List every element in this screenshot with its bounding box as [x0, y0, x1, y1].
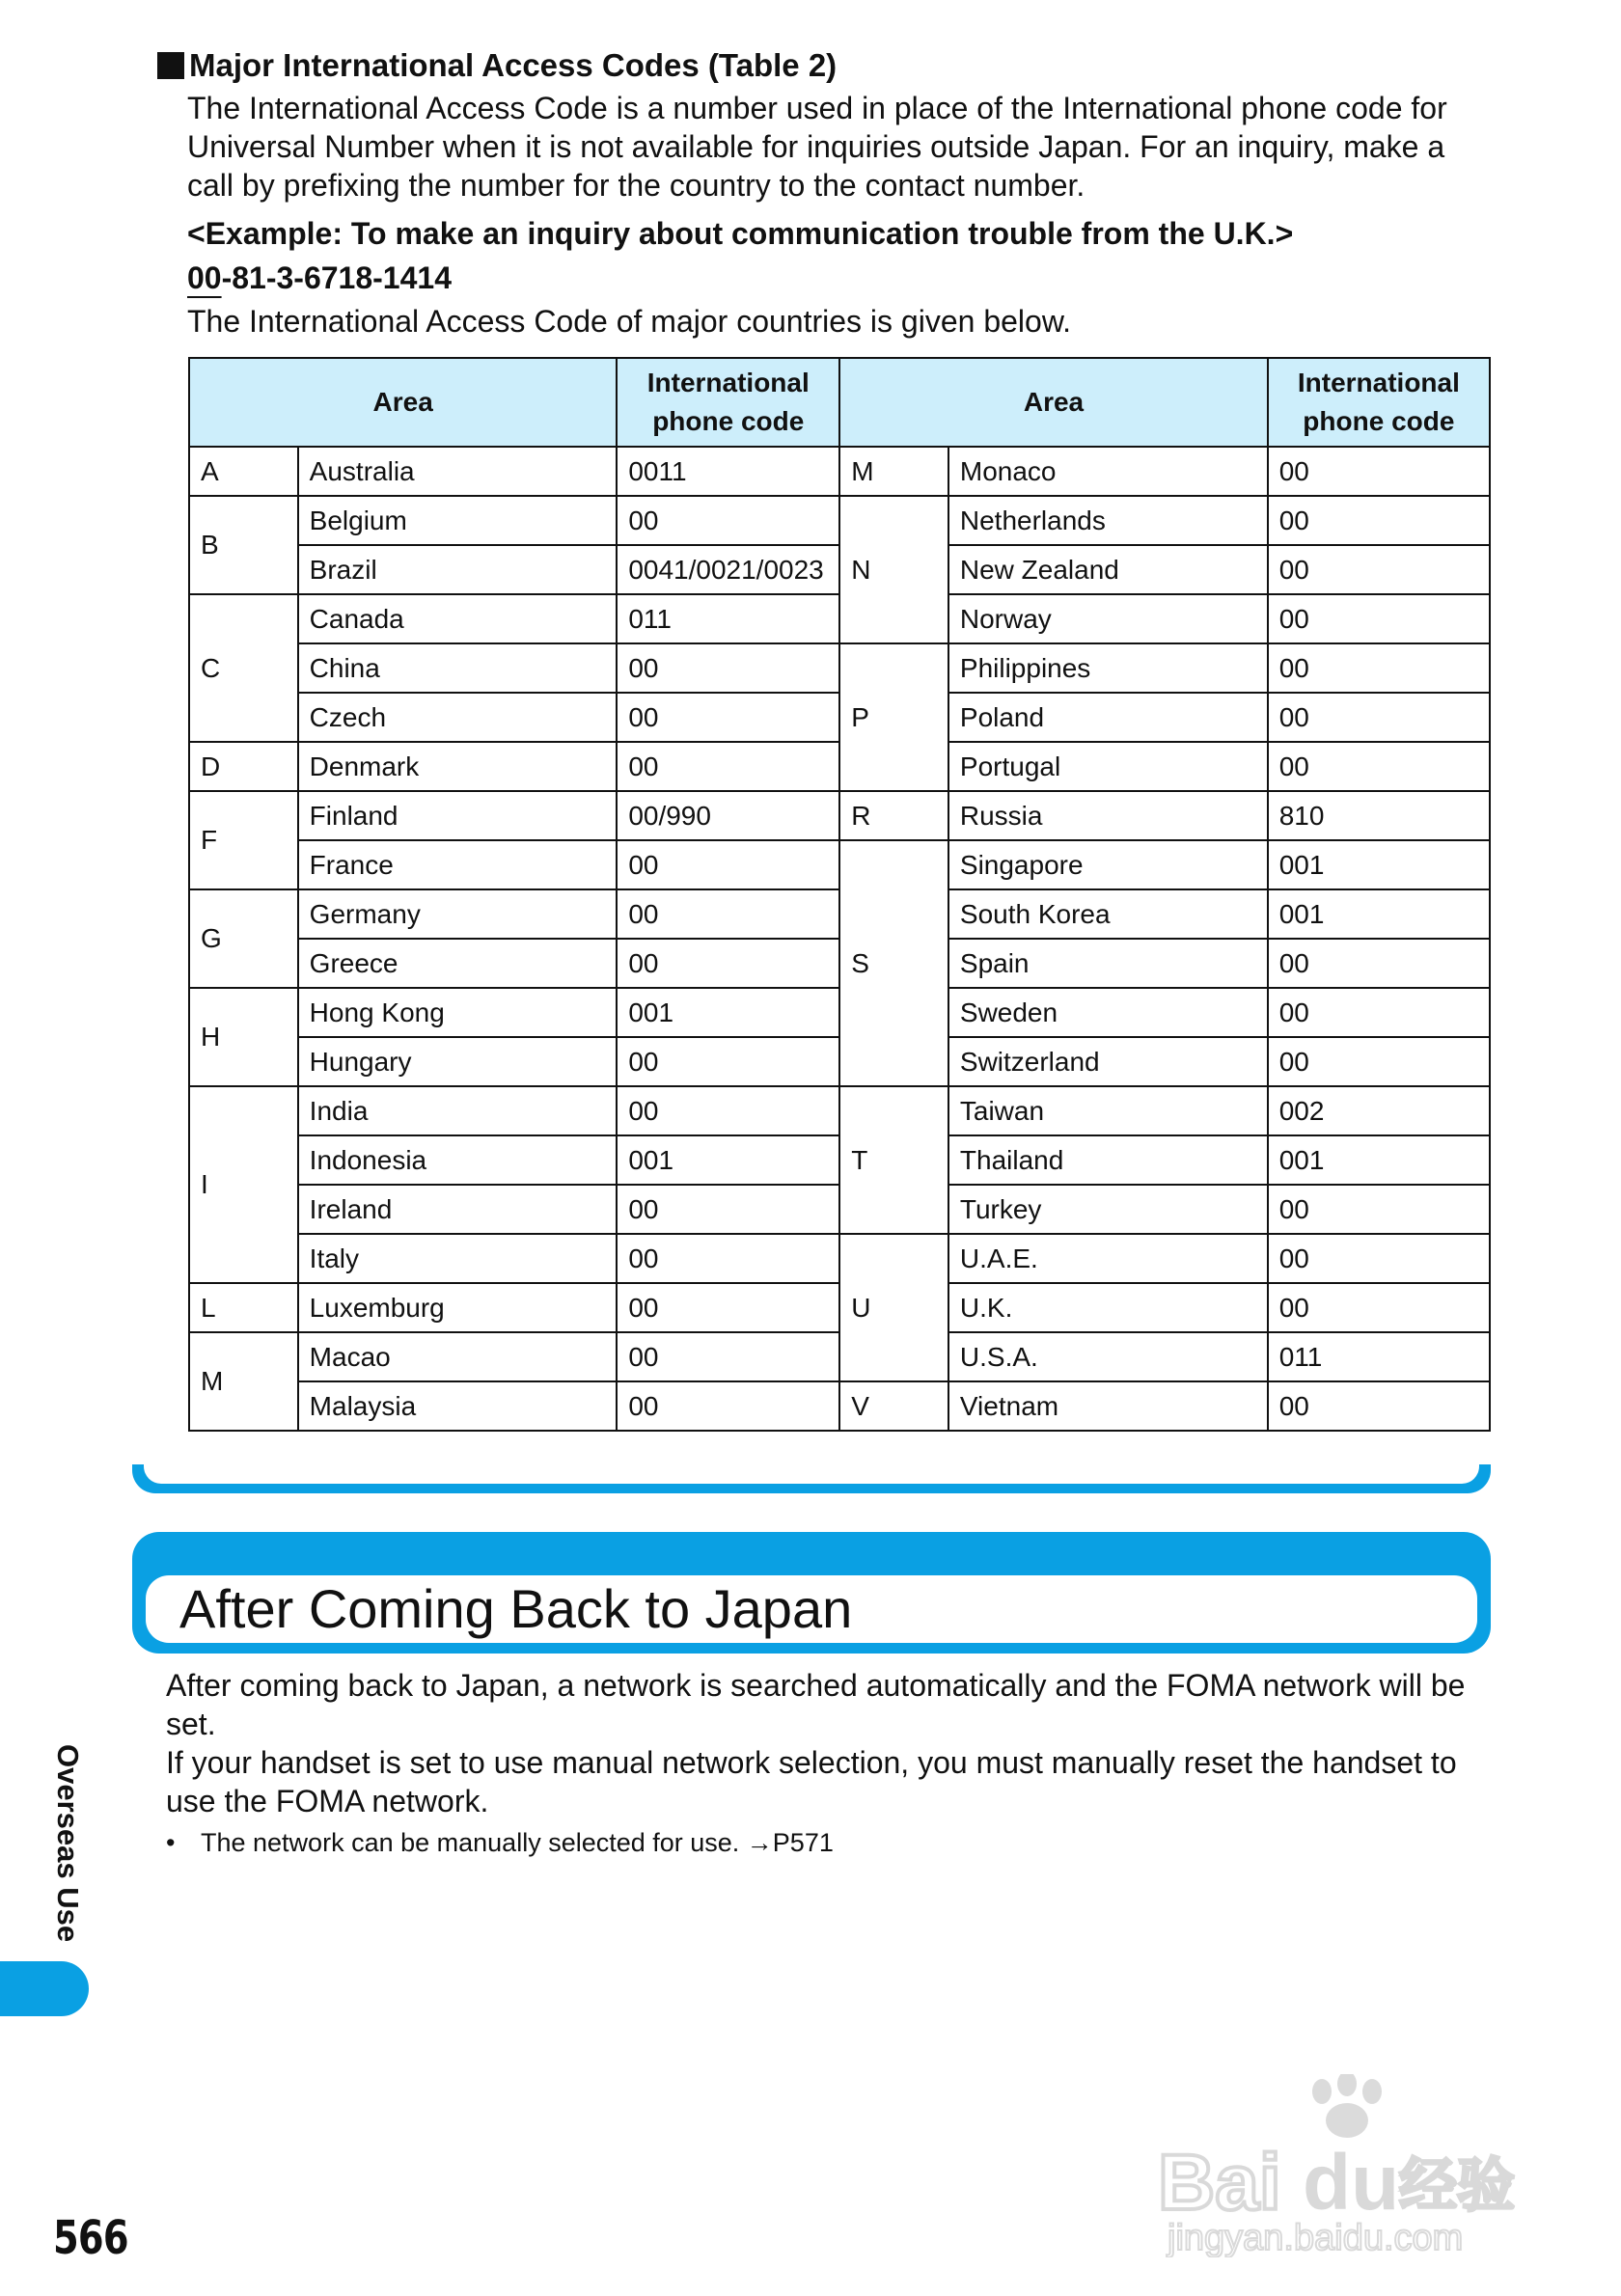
- right-letter-cell: R: [839, 791, 948, 840]
- after-bullet-text: The network can be manually selected for use. →P571: [201, 1828, 834, 1857]
- left-code-cell: 00/990: [617, 791, 839, 840]
- table-row: [189, 840, 1490, 889]
- table-row: [189, 1332, 1490, 1381]
- left-letter-cell: H: [189, 988, 298, 1086]
- right-letter-cell: P: [839, 643, 948, 791]
- right-country-cell: Netherlands: [948, 496, 1268, 545]
- table-intro: The International Access Code of major countries is given below.: [187, 304, 1072, 339]
- right-code-cell: 00: [1268, 1381, 1490, 1431]
- right-code-cell: 002: [1268, 1086, 1490, 1135]
- right-country-cell: Thailand: [948, 1135, 1268, 1185]
- left-country-cell: Luxemburg: [298, 1283, 618, 1332]
- after-paragraph-2: If your handset is set to use manual network selection, you must manually reset the handset to use the FOMA network.: [166, 1745, 1457, 1818]
- table-row: [189, 693, 1490, 742]
- right-country-cell: New Zealand: [948, 545, 1268, 594]
- right-letter-cell: U: [839, 1234, 948, 1381]
- right-country-cell: Singapore: [948, 840, 1268, 889]
- table-row: [189, 1234, 1490, 1283]
- left-country-cell: Australia: [298, 447, 618, 496]
- table-row: [189, 791, 1490, 840]
- table-row: [189, 939, 1490, 988]
- right-letter-cell: S: [839, 840, 948, 1086]
- left-country-cell: Denmark: [298, 742, 618, 791]
- right-code-cell: 00: [1268, 939, 1490, 988]
- table-row: [189, 1037, 1490, 1086]
- right-code-cell: 00: [1268, 988, 1490, 1037]
- left-code-cell: 011: [617, 594, 839, 643]
- left-country-cell: Germany: [298, 889, 618, 939]
- right-country-cell: U.S.A.: [948, 1332, 1268, 1381]
- right-country-cell: Taiwan: [948, 1086, 1268, 1135]
- right-country-cell: U.A.E.: [948, 1234, 1268, 1283]
- right-letter-cell: T: [839, 1086, 948, 1234]
- left-country-cell: France: [298, 840, 618, 889]
- right-code-cell: 001: [1268, 840, 1490, 889]
- right-country-cell: Switzerland: [948, 1037, 1268, 1086]
- header-area-right: Area: [839, 358, 1268, 447]
- after-paragraph-1: After coming back to Japan, a network is searched automatically and the FOMA network will be set.: [166, 1668, 1466, 1741]
- left-letter-cell: D: [189, 742, 298, 791]
- right-country-cell: Spain: [948, 939, 1268, 988]
- table-row: [189, 643, 1490, 693]
- right-code-cell: 001: [1268, 1135, 1490, 1185]
- bullet-dot-icon: •: [166, 1828, 176, 1857]
- right-code-cell: 00: [1268, 742, 1490, 791]
- header-area-left: Area: [189, 358, 617, 447]
- right-letter-cell: M: [839, 447, 948, 496]
- right-country-cell: Monaco: [948, 447, 1268, 496]
- left-code-cell: 00: [617, 1086, 839, 1135]
- right-code-cell: 001: [1268, 889, 1490, 939]
- left-country-cell: Czech: [298, 693, 618, 742]
- right-country-cell: Norway: [948, 594, 1268, 643]
- left-code-cell: 00: [617, 939, 839, 988]
- left-country-cell: Canada: [298, 594, 618, 643]
- right-country-cell: Poland: [948, 693, 1268, 742]
- right-code-cell: 00: [1268, 545, 1490, 594]
- table-row: [189, 742, 1490, 791]
- left-code-cell: 00: [617, 643, 839, 693]
- svg-text:du: du: [1303, 2139, 1400, 2227]
- table-row: [189, 1086, 1490, 1135]
- left-country-cell: Malaysia: [298, 1381, 618, 1431]
- left-country-cell: Hong Kong: [298, 988, 618, 1037]
- right-code-cell: 00: [1268, 496, 1490, 545]
- right-code-cell: 00: [1268, 693, 1490, 742]
- right-country-cell: U.K.: [948, 1283, 1268, 1332]
- panel-bottom-border: [132, 1464, 1491, 1493]
- example-number: [187, 259, 452, 297]
- left-code-cell: 00: [617, 840, 839, 889]
- black-square-icon: [157, 52, 184, 79]
- example-prefix: 00: [187, 260, 222, 295]
- left-letter-cell: M: [189, 1332, 298, 1431]
- left-code-cell: 001: [617, 988, 839, 1037]
- table-row: [189, 1381, 1490, 1431]
- left-code-cell: 0011: [617, 447, 839, 496]
- table-row: [189, 1185, 1490, 1234]
- right-letter-cell: V: [839, 1381, 948, 1431]
- sidebar-tab: [0, 1961, 89, 2016]
- left-code-cell: 00: [617, 1283, 839, 1332]
- access-codes-table: [188, 357, 1491, 1432]
- page-number: 566: [53, 2211, 128, 2265]
- table-row: [189, 988, 1490, 1037]
- left-code-cell: 00: [617, 693, 839, 742]
- right-country-cell: South Korea: [948, 889, 1268, 939]
- table-row: [189, 545, 1490, 594]
- left-letter-cell: I: [189, 1086, 298, 1283]
- table-row: [189, 889, 1490, 939]
- svg-text:Bai: Bai: [1158, 2139, 1281, 2227]
- left-country-cell: Finland: [298, 791, 618, 840]
- left-code-cell: 00: [617, 1234, 839, 1283]
- right-code-cell: 00: [1268, 594, 1490, 643]
- section-heading-text: Major International Access Codes (Table 2): [189, 47, 838, 83]
- table-row: [189, 1283, 1490, 1332]
- left-country-cell: Brazil: [298, 545, 618, 594]
- left-country-cell: Macao: [298, 1332, 618, 1381]
- baidu-watermark-logo: [1158, 2074, 1544, 2257]
- left-letter-cell: L: [189, 1283, 298, 1332]
- left-letter-cell: F: [189, 791, 298, 889]
- left-code-cell: 00: [617, 742, 839, 791]
- left-country-cell: Indonesia: [298, 1135, 618, 1185]
- left-letter-cell: B: [189, 496, 298, 594]
- left-country-cell: Greece: [298, 939, 618, 988]
- left-country-cell: Ireland: [298, 1185, 618, 1234]
- left-letter-cell: C: [189, 594, 298, 742]
- left-country-cell: Belgium: [298, 496, 618, 545]
- svg-text:经验: 经验: [1399, 2152, 1515, 2220]
- table-header-row: [189, 358, 1490, 447]
- sidebar-label: Overseas Use: [51, 1744, 85, 1943]
- table-row: [189, 447, 1490, 496]
- header-code-left: International phone code: [617, 358, 839, 447]
- left-code-cell: 00: [617, 889, 839, 939]
- left-code-cell: 00: [617, 1185, 839, 1234]
- example-title: <Example: To make an inquiry about communication trouble from the U.K.>: [187, 216, 1294, 251]
- left-code-cell: 0041/0021/0023: [617, 545, 839, 594]
- left-code-cell: 00: [617, 1381, 839, 1431]
- left-country-cell: Hungary: [298, 1037, 618, 1086]
- left-country-cell: China: [298, 643, 618, 693]
- svg-text:jingyan.baidu.com: jingyan.baidu.com: [1168, 2218, 1464, 2257]
- header-code-right: International phone code: [1268, 358, 1490, 447]
- left-code-cell: 00: [617, 1332, 839, 1381]
- right-country-cell: Vietnam: [948, 1381, 1268, 1431]
- after-banner: [132, 1532, 1491, 1654]
- table-row: [189, 496, 1490, 545]
- after-bullet: [166, 1826, 834, 1859]
- right-country-cell: Philippines: [948, 643, 1268, 693]
- right-code-cell: 00: [1268, 1185, 1490, 1234]
- left-country-cell: India: [298, 1086, 618, 1135]
- intro-paragraph: The International Access Code is a number used in place of the International phone code for Universal Number when it is not available for inquiries outside Japan. For an inquiry, make a call by prefixing the number for the country to the contact number.: [187, 91, 1447, 203]
- left-code-cell: 00: [617, 1037, 839, 1086]
- right-code-cell: 00: [1268, 643, 1490, 693]
- right-country-cell: Turkey: [948, 1185, 1268, 1234]
- right-country-cell: Russia: [948, 791, 1268, 840]
- right-letter-cell: N: [839, 496, 948, 643]
- left-code-cell: 001: [617, 1135, 839, 1185]
- left-letter-cell: G: [189, 889, 298, 988]
- right-country-cell: Sweden: [948, 988, 1268, 1037]
- table-body: [189, 447, 1490, 1431]
- left-letter-cell: A: [189, 447, 298, 496]
- right-code-cell: 011: [1268, 1332, 1490, 1381]
- right-code-cell: 00: [1268, 1234, 1490, 1283]
- left-code-cell: 00: [617, 496, 839, 545]
- right-country-cell: Portugal: [948, 742, 1268, 791]
- left-country-cell: Italy: [298, 1234, 618, 1283]
- right-code-cell: 00: [1268, 447, 1490, 496]
- right-code-cell: 00: [1268, 1037, 1490, 1086]
- table-row: [189, 594, 1490, 643]
- section-heading: [157, 46, 837, 85]
- after-banner-inner: [146, 1575, 1477, 1643]
- table-row: [189, 1135, 1490, 1185]
- example-rest: -81-3-6718-1414: [221, 260, 452, 295]
- right-code-cell: 00: [1268, 1283, 1490, 1332]
- right-code-cell: 810: [1268, 791, 1490, 840]
- after-title: After Coming Back to Japan: [179, 1578, 853, 1639]
